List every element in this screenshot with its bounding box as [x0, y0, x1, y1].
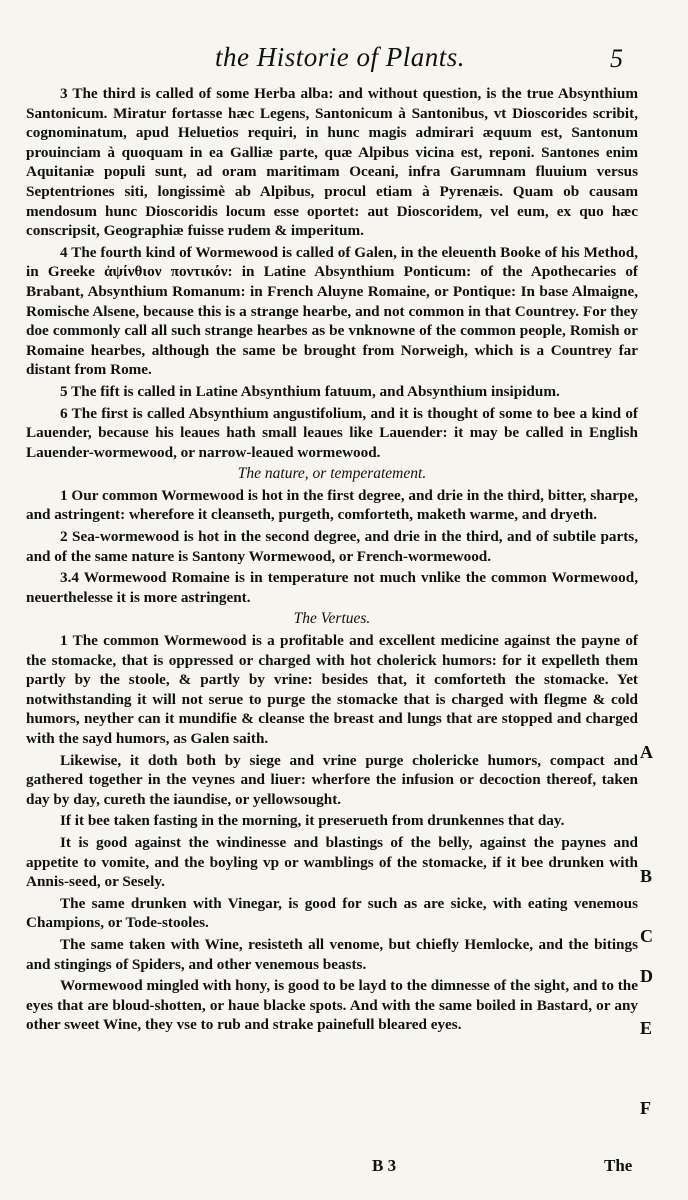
page-number: 5: [610, 44, 623, 73]
paragraph-kind-5: 5 The fift is called in Latine Absynthium fatuum, and Absynthium insipidum.: [60, 382, 560, 400]
section-heading-vertues: The Vertues.: [293, 610, 371, 628]
margin-letter-e: E: [640, 1018, 653, 1038]
paragraph-kind-6: 6 The first is called Absynthium angustifolium, and it is thought of some to bee a kind of Lauender, because his leaues hath small leaues like Lauender: it may be called in English Lauender-wormewood, or narrow-leaued wormewood.: [26, 404, 638, 461]
margin-letter-c: C: [640, 926, 653, 946]
section-heading-nature: The nature, or temperatement.: [237, 465, 427, 483]
paragraph-vertue-3: If it bee taken fasting in the morning, it preserueth from drunkennes that day.: [60, 812, 565, 830]
paragraph-vertue-1: 1 The common Wormewood is a profitable and excellent medicine against the payne of the stomacke, that is oppressed or charged with hot cholerick humors: for it expelleth them partly by the stoole, & partly by vrine: besides that, it comforteth the stomacke. Yet notwithstanding it will not serue to purge the stomacke that is charged with flegme & cold humors, neyther can it mundifie & cleanse the breast and lungs that are stopped and charged with the sayd humors, as Galen saith.: [26, 632, 638, 747]
margin-letter-b: B: [640, 866, 653, 886]
running-title: the Historie of Plants.: [215, 42, 465, 72]
margin-letter-f: F: [640, 1098, 651, 1118]
paragraph-vertue-5: The same drunken with Vinegar, is good for such as are sicke, with eating venemous Champions, or Tode-stooles.: [26, 894, 638, 932]
paragraph-vertue-2: Likewise, it doth both by siege and vrine purge cholericke humors, compact and gathered together in the veynes and liuer: wherfore the infusion or decoction thereof, taken day by day, cureth the iaundise, or yellowsought.: [26, 751, 638, 808]
paragraph-vertue-6: The same taken with Wine, resisteth all venome, but chiefly Hemlocke, and the bitings and stingings of Spiders, and other venemous beasts.: [26, 935, 638, 973]
paragraph-kind-3: 3 The third is called of some Herba alba: and without question, is the true Absynthium Santonicum. Miratur fortasse hæc Legens, Santonicum à Santonibus, vt Dioscorides scribit, cognominatum, apud Heluetios requiri, in hunc magis admirari æquum est, Santonum prouinciam à quoquam in ea Galliæ parte, quæ Alpibus vicina est, reponi. Santones enim Aquitaniæ populi sunt, ad oram maritimam Oceani, infra Garumnam fluuium versus Septentriones siti, longissimè ab Alpibus, procul etiam à Pyrenæis. Quam ob causam mendosum hunc Dioscoridis locum esse oportet: aut Dioscoridem, vel eum, ex quo hæc conscripsit, Geographiæ fuisse rudem & imperitum.: [26, 85, 638, 240]
body-text: [26, 84, 638, 1037]
paragraph-nature-3: 3.4 Wormewood Romaine is in temperature not much vnlike the common Wormewood, neuerthelesse it is more astringent.: [26, 569, 638, 606]
catchword: The: [604, 1156, 633, 1175]
margin-letter-a: A: [640, 742, 653, 762]
paragraph-vertue-7: Wormewood mingled with hony, is good to be layd to the dimnesse of the sight, and to the eyes that are bloud-shotten, or haue blacke spots. And with the same boiled in Bastard, or any other sweet Wine, they vse to rub and strake painefull bleared eyes.: [26, 977, 638, 1034]
margin-letter-d: D: [640, 966, 653, 986]
running-head: [0, 42, 688, 82]
paragraph-kind-4: 4 The fourth kind of Wormewood is called of Galen, in the eleuenth Booke of his Method, in Greeke ἀψίνθιον ποντικόν: in Latine Absynthium Ponticum: of the Apothecaries of Brabant, Absynthium Romanum: in French Aluyne Romaine, or Pontique: In base Almaigne, Romische Alsene, because this is a strange hearbe, and not common in that Countrey. For they doe commonly call all such strange hearbes as be vnknowne of the common people, Romish or Romaine hearbes, although the same be brought from Norweigh, which is a Countrey far distant from Rome.: [26, 243, 638, 379]
paragraph-vertue-4: It is good against the windinesse and blastings of the belly, against the paynes and appetite to vomite, and the boyling vp or wamblings of the stomacke, if it bee drunken with Annis-seed, or Sesely.: [26, 833, 638, 891]
signature-mark: B 3: [372, 1156, 397, 1175]
paragraph-nature-2: 2 Sea-wormewood is hot in the second degree, and drie in the third, and of subtile parts, and of the same nature is Santony Wormewood, or French-wormewood.: [26, 528, 638, 565]
paragraph-nature-1: 1 Our common Wormewood is hot in the first degree, and drie in the third, bitter, sharpe, and astringent: wherefore it cleanseth, purgeth, comforteth, maketh warme, and dryeth.: [26, 486, 638, 524]
